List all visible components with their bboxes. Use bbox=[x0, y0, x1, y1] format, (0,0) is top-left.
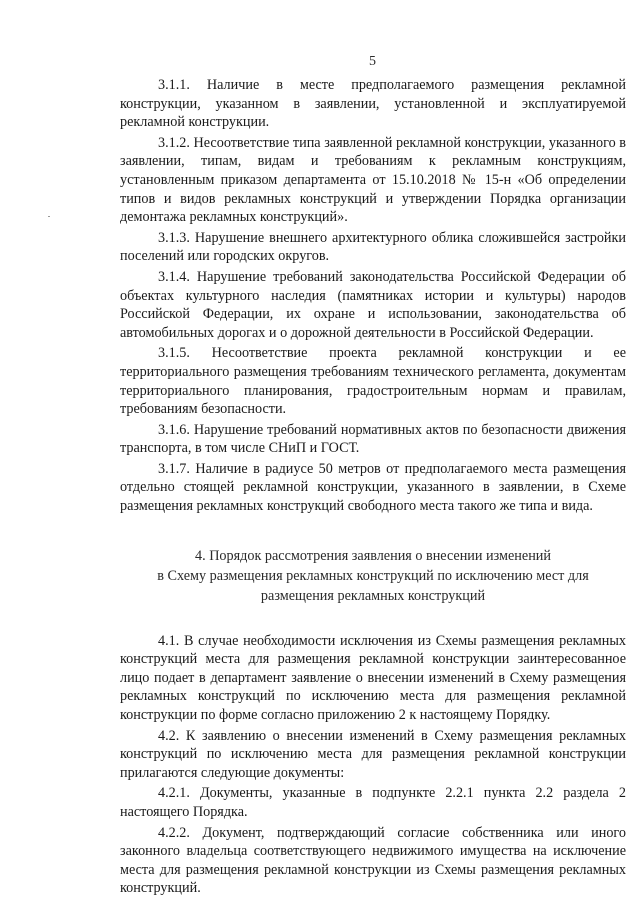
paragraph-3-1-1: 3.1.1. Наличие в месте предполагаемого размещения рекламной конструкции, указанном в заявлении, установленной и эксплуатируемой рекламной конструкции. bbox=[120, 77, 626, 131]
scan-speck bbox=[48, 216, 50, 217]
paragraph-4-2: 4.2. К заявлению о внесении изменений в Схему размещения рекламных конструкций по исключению места для размещения рекламной конструкции прилагаются следующие документы: bbox=[120, 727, 626, 781]
section-title-line-1: 4. Порядок рассмотрения заявления о внесении изменений bbox=[195, 547, 551, 564]
paragraph-3-1-2: 3.1.2. Несоответствие типа заявленной рекламной конструкции, указанного в заявлении, типам, видам и требованиям к рекламным конструкциям, установленным приказом департамента от 15.10.2018 № 15-н «Об определении типов и видов рекламных конструкций и утверждении Порядка организации демонтажа рекламных конструкций». bbox=[120, 134, 626, 226]
document-body bbox=[120, 76, 626, 898]
paragraph-4-2-1: 4.2.1. Документы, указанные в подпункте 2.2.1 пункта 2.2 раздела 2 настоящего Порядка. bbox=[120, 785, 626, 820]
section-4-title bbox=[120, 546, 626, 606]
section-title-line-3: размещения рекламных конструкций bbox=[260, 587, 486, 604]
paragraph-3-1-3: 3.1.3. Нарушение внешнего архитектурного облика сложившейся застройки поселений или городских округов. bbox=[120, 229, 626, 265]
section-title-line-2: в Схему размещения рекламных конструкций по исключению мест для bbox=[157, 567, 589, 584]
paragraph-3-1-5: 3.1.5. Несоответствие проекта рекламной конструкции и ее территориального размещения требованиям технического регламента, документам территориального планирования, градостроительным нормам и правилам, требованиям безопасности. bbox=[120, 345, 626, 418]
paragraph-4-1: 4.1. В случае необходимости исключения из Схемы размещения рекламных конструкций места для размещения рекламной конструкции заинтересованное лицо подает в департамент заявление о внесении изменений в Схему размещения рекламных конструкций по исключению места для размещения рекламной конструкции по форме согласно приложению 2 к настоящему Порядку. bbox=[120, 632, 626, 724]
paragraph-3-1-7: 3.1.7. Наличие в радиусе 50 метров от предполагаемого места размещения отдельно стоящей рекламной конструкции, указанного в заявлении, в Схеме размещения рекламных конструкций свободного места такого же типа и вида. bbox=[120, 460, 626, 515]
paragraph-3-1-6: 3.1.6. Нарушение требований нормативных актов по безопасности движения транспорта, в том числе СНиП и ГОСТ. bbox=[120, 421, 626, 457]
paragraph-4-2-2: 4.2.2. Документ, подтверждающий согласие собственника или иного законного владельца соответствующего недвижимого имущества на исключение места для размещения рекламной конструкции из Схемы размещения рекламных конструкций. bbox=[120, 824, 626, 897]
paragraph-3-1-4: 3.1.4. Нарушение требований законодательства Российской Федерации об объектах культурного наследия (памятниках истории и культуры) народов Российской Федерации, их охране и использовании, законодательства об автомобильных дорогах и о дорожной деятельности в Российской Федерации. bbox=[120, 268, 626, 341]
page-number: 5 bbox=[369, 54, 376, 69]
